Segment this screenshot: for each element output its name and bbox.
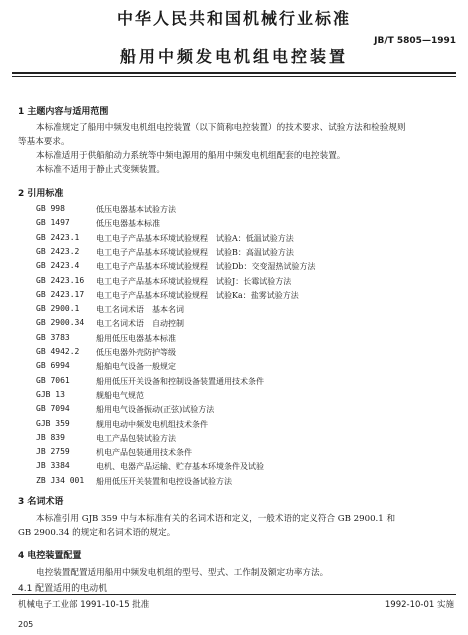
section-3-para-1a: 本标准引用 GJB 359 中与本标准有关的名词术语和定义，一般术语的定义符合 GB 2900.1 和 [36,514,396,524]
section-1-para-1a: 本标准规定了船用中频发电机组电控装置（以下简称电控装置）的技术要求、试验方法和检验规则 [36,123,406,133]
reference-title: 电工电子产品基本环境试验规程 试验A：低温试验方法 [96,233,294,243]
reference-code: GJB 359 [36,418,70,428]
reference-code: GB 1497 [36,218,70,228]
section-2-heading: 2 引用标准 [18,189,64,199]
org-title: 中华人民共和国机械行业标准 [116,9,351,28]
approval-date: 机械电子工业部 1991-10-15 批准 [18,600,150,610]
reference-title: 电工产品包装试验方法 [96,433,176,443]
reference-code: GB 998 [36,204,65,213]
reference-code: GB 6994 [36,361,70,371]
section-4-para-1: 电控装置配置适用船用中频发电机组的型号、型式、工作制及额定功率方法。 [36,568,329,578]
reference-title: 电工名词术语 自动控制 [96,319,184,329]
reference-title: 机电产品包装通用技术条件 [96,448,192,458]
reference-code: GB 2423.1 [36,232,80,242]
reference-title: 船用低压电器基本标准 [96,333,176,343]
reference-code: GB 7094 [36,404,70,414]
reference-title: 船用低压开关设备和控制设备装置通用技术条件 [96,376,264,386]
reference-code: GB 3783 [36,332,70,342]
reference-title: 船舶电气设备一般规定 [96,362,176,372]
reference-code: GB 2423.16 [36,275,85,285]
reference-code: GB 2900.34 [36,318,85,328]
reference-title: 低压电器基本试验方法 [96,205,176,214]
section-4-1-heading: 4.1 配置适用的电动机 [18,584,108,594]
reference-title: 舰用电动中频发电机组技术条件 [96,419,208,429]
document-title: 船用中频发电机组电控装置 [119,47,348,66]
header-rule-thin [12,76,456,77]
reference-title: 电工名词术语 基本名词 [96,305,184,315]
section-3-heading: 3 名词术语 [18,497,64,507]
reference-title: 电工电子产品基本环境试验规程 试验B：高温试验方法 [96,247,294,257]
reference-title: 低压电器基本标准 [96,219,160,229]
reference-code: ZB J34 001 [36,475,85,485]
section-1-heading: 1 主题内容与适用范围 [18,107,109,117]
section-1-para-3: 本标准不适用于静止式变频装置。 [36,165,165,175]
reference-code: JB 2759 [36,447,70,457]
reference-code: GB 7061 [36,375,70,385]
reference-code: GJB 13 [36,389,65,399]
reference-title: 船用低压开关装置和电控设备试验方法 [96,476,232,486]
reference-title: 电工电子产品基本环境试验规程 试验Ka：盐雾试验方法 [96,290,299,300]
section-1-para-1b: 等基本要求。 [18,137,70,147]
reference-title: 舰船电气规范 [96,390,144,400]
footer-rule [12,594,456,595]
reference-code: GB 2423.2 [36,246,80,256]
reference-code: JB 3384 [36,461,70,471]
reference-code: GB 4942.2 [36,347,80,356]
implementation-date: 1992-10-01 实施 [384,600,454,610]
header-rule [12,72,456,74]
reference-code: GB 2900.1 [36,304,80,314]
reference-code: GB 2423.17 [36,289,85,299]
reference-code: JB 839 [36,432,65,442]
section-3-para-1b: GB 2900.34 的规定和名词术语的规定。 [18,528,176,538]
reference-title: 电工电子产品基本环境试验规程 试验Db：交变湿热试验方法 [96,262,316,272]
standard-number: JB/T 5805—1991 [374,36,456,46]
reference-title: 电机、电器产品运输、贮存基本环境条件及试验 [96,462,264,472]
section-4-heading: 4 电控装置配置 [18,551,82,561]
page-number: 205 [18,620,34,629]
section-1-para-2: 本标准适用于供船舶动力系统等中频电源用的船用中频发电机组配套的电控装置。 [36,151,346,161]
reference-title: 电工电子产品基本环境试验规程 试验J：长霉试验方法 [96,276,292,286]
reference-title: 低压电器外壳防护等级 [96,348,176,357]
reference-title: 船用电气设备振动(正弦)试验方法 [96,405,215,415]
reference-code: GB 2423.4 [36,261,80,271]
